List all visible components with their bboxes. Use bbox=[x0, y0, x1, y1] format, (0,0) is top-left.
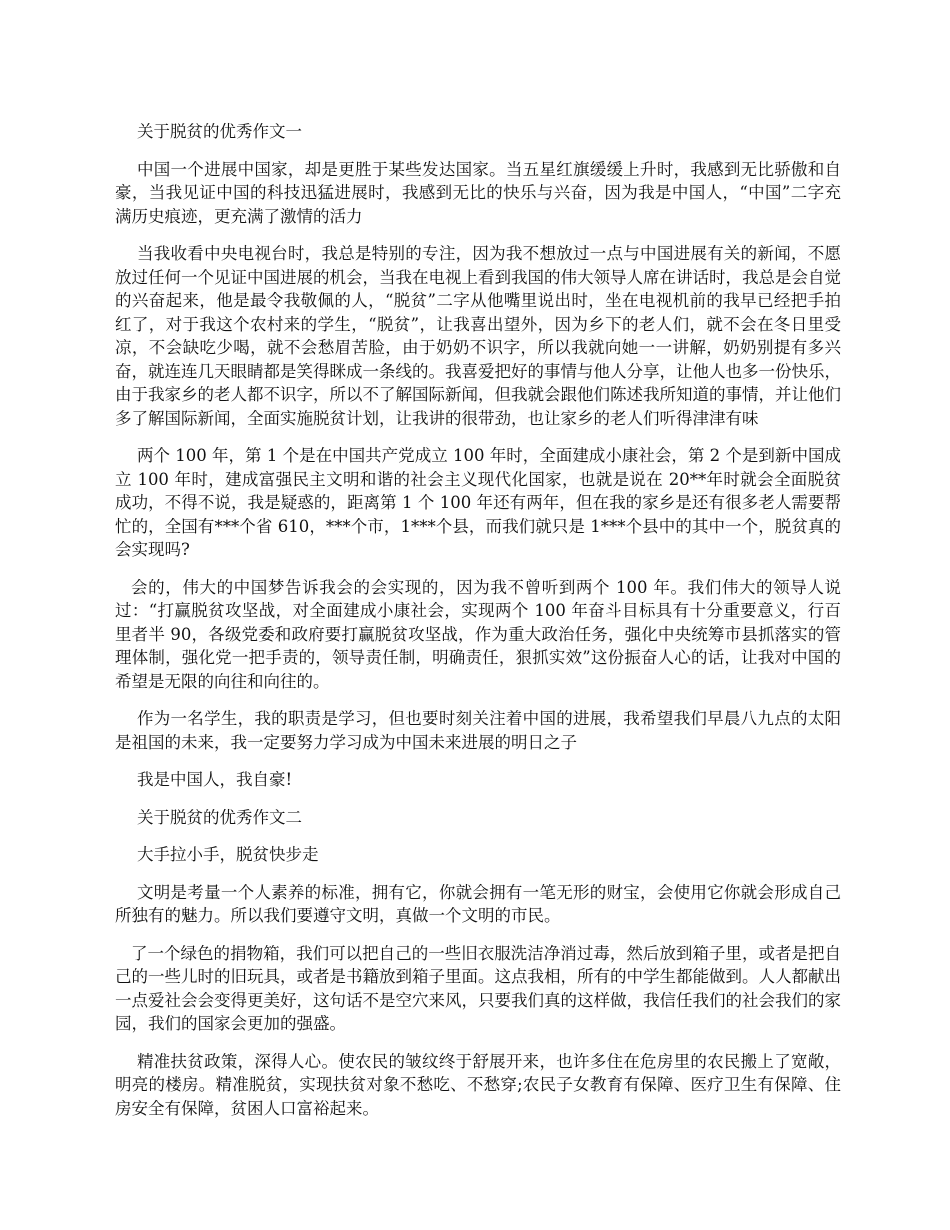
essay-title-one: 关于脱贫的优秀作文一 bbox=[137, 122, 302, 141]
paragraph-6: 我是中国人，我自豪! bbox=[137, 770, 293, 789]
paragraph-5: 作为一名学生，我的职责是学习，但也要时刻关注着中国的进展，我希望我们早晨八九点的太阳是祖国的未来，我一定要努力学习成为中国未来进展的明日之子 bbox=[115, 709, 841, 752]
paragraph-11: 精准扶贫政策，深得人心。使农民的皱纹终于舒展开来，也许多住在危房里的农民搬上了宽敞，明亮的楼房。精准脱贫，实现扶贫对象不愁吃、不愁穿;农民子女教育有保障、医疗卫生有保障、住房安全有保障，贫困人口富裕起来。 bbox=[115, 1051, 841, 1118]
paragraph-1: 中国一个进展中国家，却是更胜于某些发达国家。当五星红旗缓缓上升时，我感到无比骄傲和自豪，当我见证中国的科技迅猛进展时，我感到无比的快乐与兴奋，因为我是中国人，“中国”二字充满历史痕迹，更充满了激情的活力 bbox=[115, 159, 841, 226]
paragraph-9: 文明是考量一个人素养的标准，拥有它，你就会拥有一笔无形的财宝，会使用它你就会形成自己所独有的魅力。所以我们要遵守文明，真做一个文明的市民。 bbox=[115, 882, 841, 925]
document-page bbox=[115, 120, 841, 1134]
paragraph-3: 两个 100 年，第 1 个是在中国共产党成立 100 年时，全面建成小康社会，第 2 个是到新中国成立 100 年时，建成富强民主文明和谐的社会主义现代化国家，也就是说在 20**年时就会全面脱贫成功，不得不说，我是疑惑的，距离第 1 个 100 年还有两年，但在我的家乡是还有很多老人需要帮忙的，全国有***个省 610，***个市，1***个县，而我们就只是 1***个县中的其中一个，脱贫真的会实现吗? bbox=[115, 446, 841, 559]
paragraph-10: 了一个绿色的捐物箱，我们可以把自己的一些旧衣服洗洁净消过毒，然后放到箱子里，或者是把自己的一些儿时的旧玩具，或者是书籍放到箱子里面。这点我相，所有的中学生都能做到。人人都献出一点爱社会会变得更美好，这句话不是空穴来风，只要我们真的这样做，我信任我们的社会我们的家园，我们的国家会更加的强盛。 bbox=[115, 943, 841, 1033]
paragraph-2: 当我收看中央电视台时，我总是特别的专注，因为我不想放过一点与中国进展有关的新闻，不愿放过任何一个见证中国进展的机会，当我在电视上看到我国的伟大领导人席在讲话时，我总是会自觉的兴奋起来，他是最令我敬佩的人，“脱贫”二字从他嘴里说出时，坐在电视机前的我早已经把手拍红了，对于我这个农村来的学生，“脱贫”，让我喜出望外，因为乡下的老人们，就不会在冬日里受凉，不会缺吃少喝，就不会愁眉苦脸，由于奶奶不识字，所以我就向她一一讲解，奶奶别提有多兴奋，就连连几天眼睛都是笑得眯成一条线的。我喜爱把好的事情与他人分享，让他人也多一份快乐，由于我家乡的老人都不识字，所以不了解国际新闻，但我就会跟他们陈述我所知道的事情，并让他们多了解国际新闻，全面实施脱贫计划，让我讲的很带劲，也让家乡的老人们听得津津有味 bbox=[115, 244, 841, 428]
essay-title-two: 关于脱贫的优秀作文二 bbox=[137, 807, 302, 827]
paragraph-4: 会的，伟大的中国梦告诉我会的会实现的，因为我不曾听到两个 100 年。我们伟大的领导人说过：“打赢脱贫攻坚战，对全面建成小康社会，实现两个 100 年奋斗目标具有十分重要意义，行百里者半 90，各级党委和政府要打赢脱贫攻坚战，作为重大政治任务，强化中央统筹市县抓落实的管理体制，强化党一把手责的，领导责任制，明确责任，狠抓实效”这份振奋人心的话，让我对中国的希望是无限的向往和向往的。 bbox=[115, 577, 841, 691]
essay-subtitle: 大手拉小手，脱贫快步走 bbox=[137, 845, 319, 864]
